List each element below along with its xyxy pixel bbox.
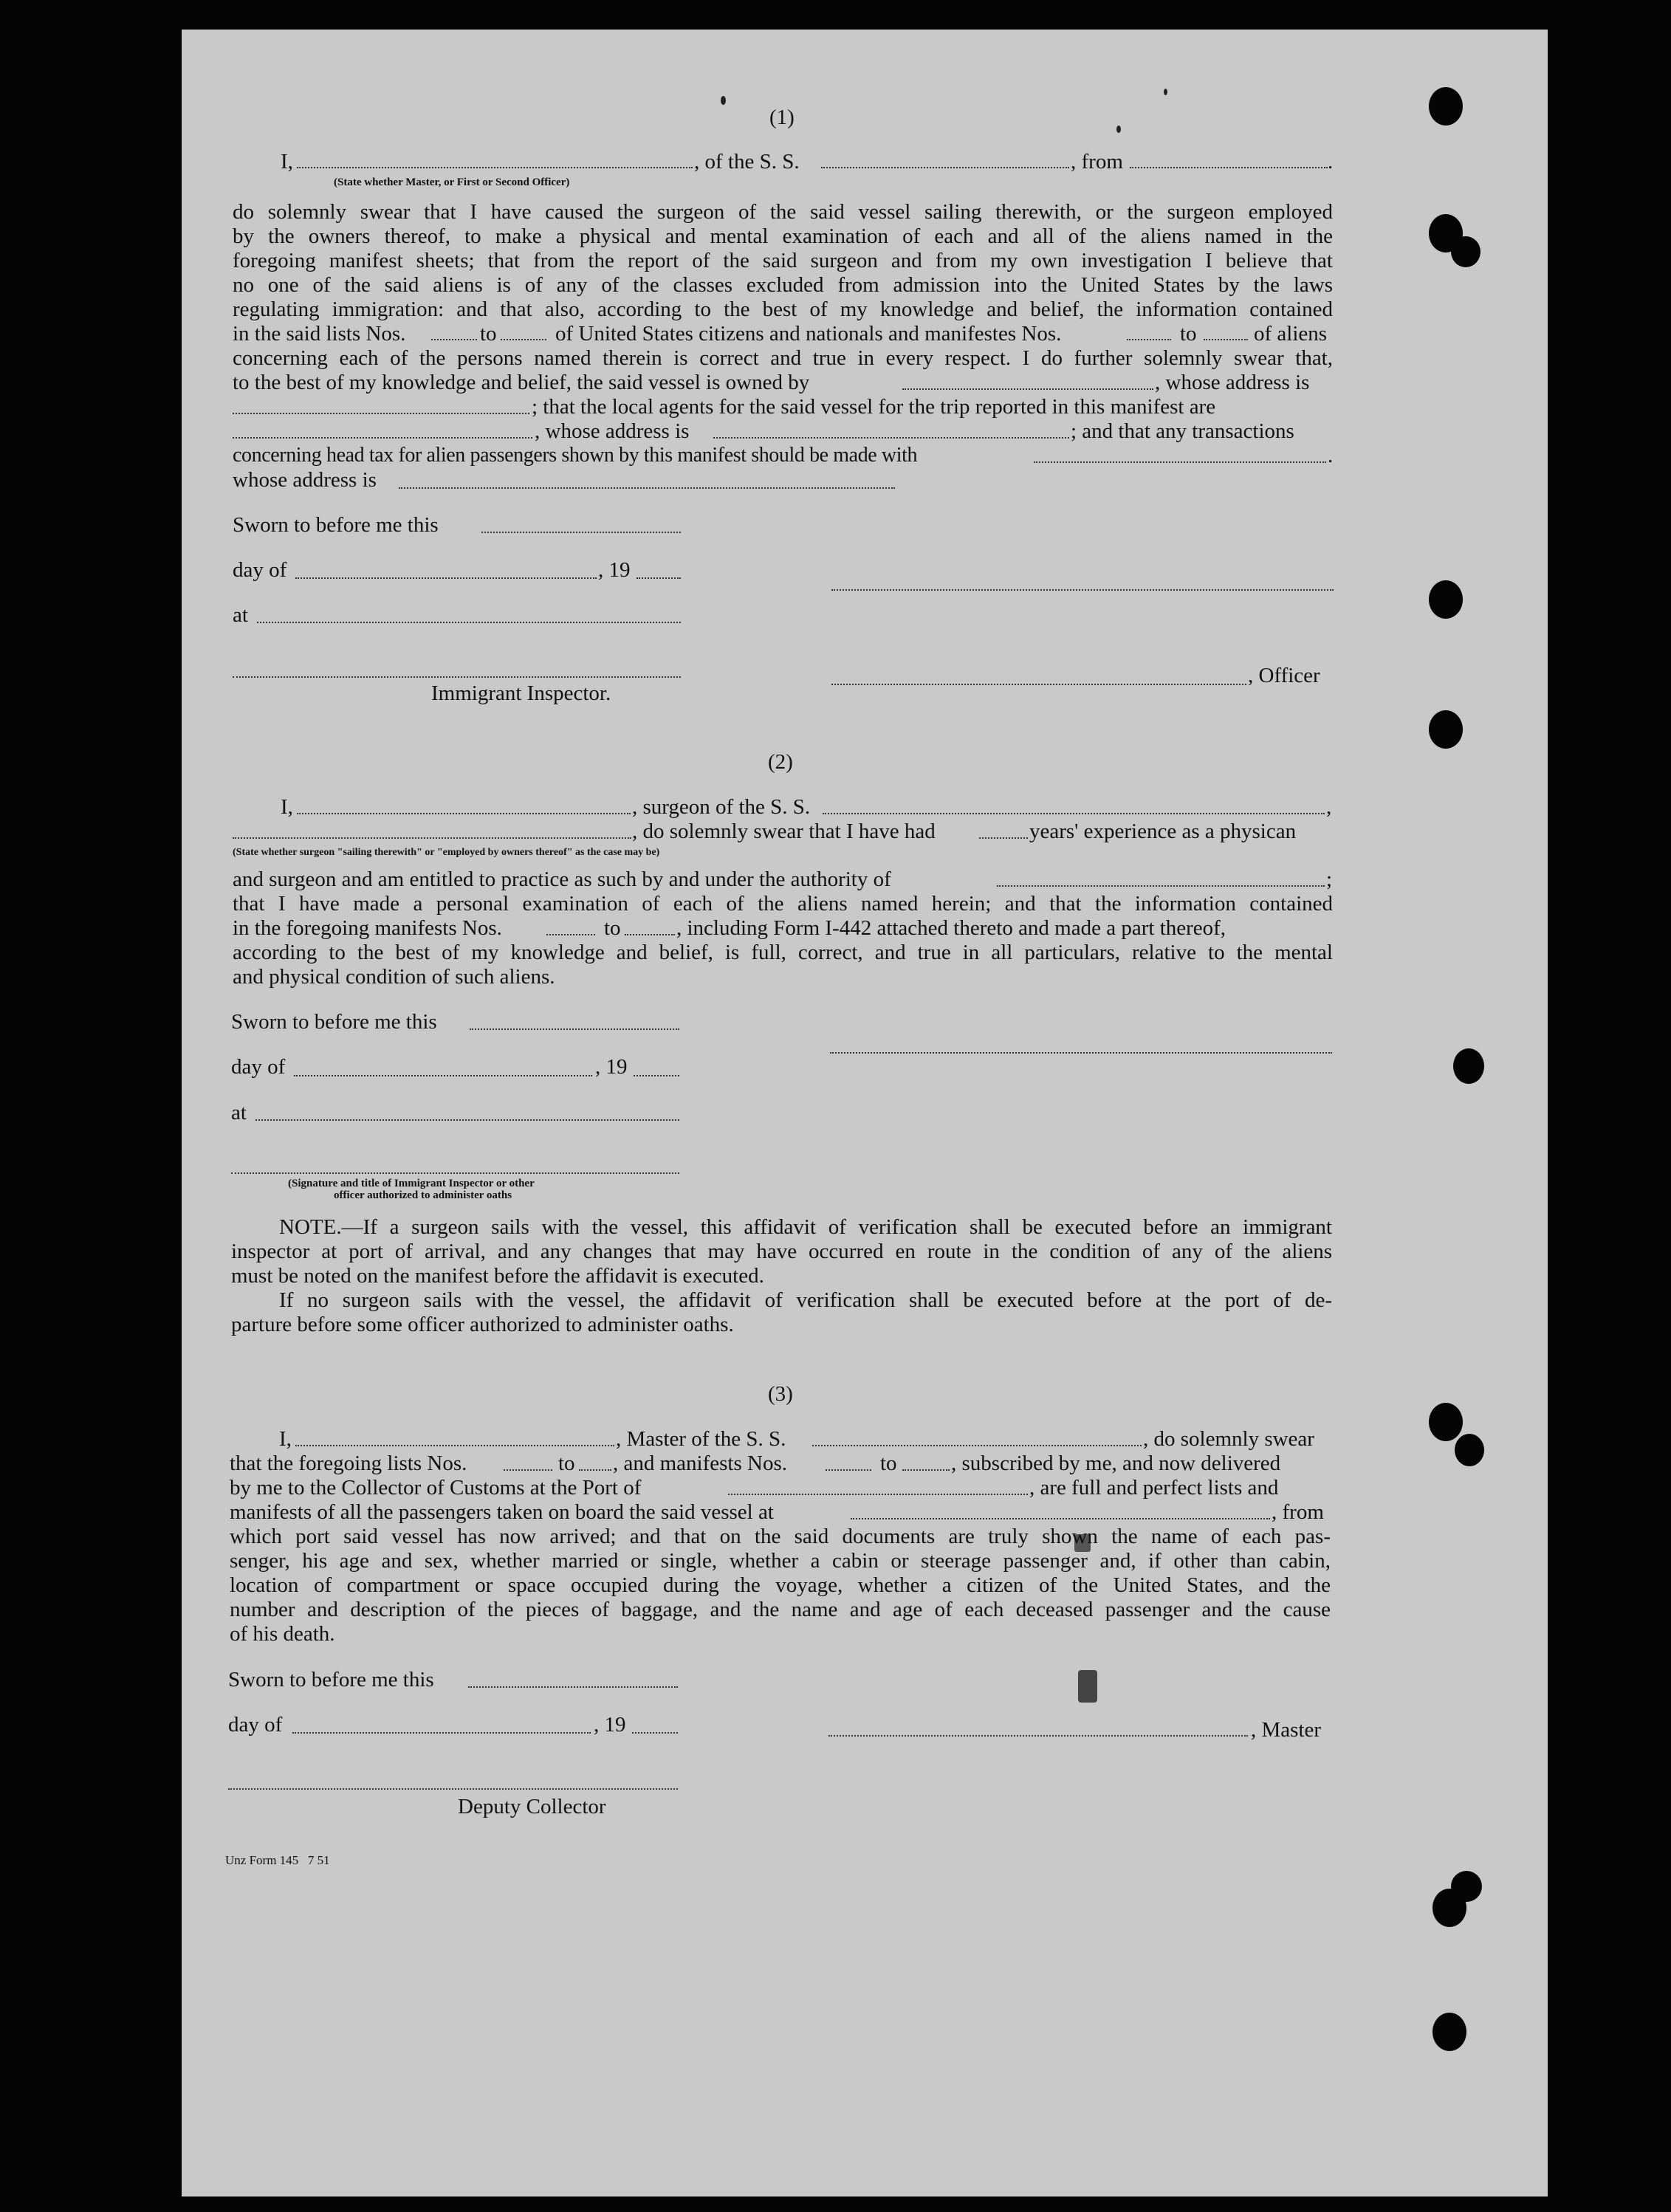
s3-manifests-to-blank (902, 1469, 950, 1471)
s3-lists-to-blank (579, 1469, 611, 1471)
s2-employment-blank (233, 837, 631, 839)
s3-line-1c: , and manifests Nos. (613, 1452, 787, 1475)
s2-dayof: day of (231, 1055, 286, 1079)
s2-surgeon-blank (297, 813, 631, 814)
s3-line-1b: to (558, 1452, 575, 1475)
section-2-number: (2) (768, 750, 793, 774)
s3-line-2a: by me to the Collector of Customs at the Port of (230, 1476, 642, 1500)
s3-sworn: Sworn to before me this (228, 1668, 434, 1691)
s1-inspector-sig-blank (233, 676, 681, 678)
s1-owner-address-blank (233, 413, 529, 414)
punch-hole (1429, 1403, 1463, 1441)
s1-officer-note: (State whether Master, or First or Second Officer) (334, 176, 570, 188)
s2-swear-a: , do solemnly swear that I have had (632, 820, 936, 843)
s3-line-5: senger, his age and sex, whether married or single, whether a cabin or steerage passenger and, if other than cabin, (230, 1549, 1331, 1573)
s3-port-blank (728, 1494, 1028, 1495)
s3-master-blank (295, 1445, 614, 1446)
punch-hole (1432, 2013, 1466, 2051)
s3-line-1d: to (880, 1452, 897, 1475)
s1-period: . (1328, 150, 1334, 174)
s3-manifests-from-blank (826, 1469, 871, 1471)
s3-line-1a: that the foregoing lists Nos. (230, 1452, 467, 1475)
s3-year: , 19 (594, 1713, 626, 1737)
s2-line-2: that I have made a personal examination of each of the aliens named herein; and that the information contained (233, 892, 1333, 916)
s1-dayof-blank (295, 577, 597, 579)
s2-line-1-end: ; (1326, 868, 1333, 891)
s2-dayof-blank (294, 1075, 592, 1076)
punch-hole (1451, 236, 1480, 267)
s2-sworn-blank (470, 1028, 679, 1030)
s2-surgeon-sig-blank (830, 1052, 1332, 1054)
s1-from: , from (1071, 150, 1123, 174)
punch-hole (1453, 1048, 1484, 1084)
section-3-number: (3) (768, 1382, 793, 1406)
s2-years-blank (979, 837, 1028, 839)
s2-at-blank (255, 1119, 679, 1121)
s1-sworn-blank (481, 532, 681, 533)
s3-year-blank (632, 1732, 678, 1734)
section-1-number: (1) (769, 106, 795, 129)
punch-hole (1429, 710, 1463, 749)
s1-line-6b: to (480, 322, 497, 346)
ink-speck (721, 96, 726, 105)
punch-hole (1429, 580, 1463, 619)
s3-master-of: , Master of the S. S. (616, 1427, 786, 1451)
s1-line-12: whose address is (233, 468, 377, 492)
s2-year-blank (634, 1075, 679, 1076)
s2-manifests-from-blank (546, 934, 595, 935)
s1-ship-blank (821, 167, 1069, 168)
s2-line-3c: , including Form I-442 attached thereto and made a part thereof, (676, 916, 1226, 940)
s1-manifests-to-blank (1204, 339, 1248, 340)
s1-i: I, (281, 150, 293, 174)
s3-line-3a: manifests of all the passengers taken on board the said vessel at (230, 1500, 774, 1524)
s1-owner-blank (902, 388, 1153, 390)
s1-line-10a: , whose address is (535, 419, 690, 443)
s2-authority-blank (997, 885, 1325, 887)
s3-line-4: which port said vessel has now arrived; and that on the said documents are truly shown the name of each pas- (230, 1525, 1331, 1548)
s3-dayof: day of (228, 1713, 283, 1737)
s1-manifests-from-blank (1127, 339, 1171, 340)
s3-master-sig-blank (828, 1735, 1248, 1737)
s1-of-ss: , of the S. S. (694, 150, 800, 174)
s1-agents-blank (233, 437, 532, 439)
s1-line-6e: of aliens (1254, 322, 1328, 346)
s1-headtax-address-blank (399, 487, 895, 489)
ink-speck (1116, 126, 1121, 133)
s2-sworn: Sworn to before me this (231, 1010, 437, 1034)
s1-lists-from-blank (431, 339, 477, 340)
s3-deputy-sig-blank (228, 1788, 678, 1790)
s2-surgeon-of: , surgeon of the S. S. (632, 795, 811, 819)
s1-lists-to-blank (501, 339, 546, 340)
s1-from-blank (1130, 167, 1328, 168)
s1-officer-sig-blank (831, 589, 1334, 591)
s3-ship-blank (812, 1445, 1142, 1446)
s2-officer-sig-blank (231, 1172, 679, 1174)
s3-i: I, (279, 1427, 292, 1451)
punch-hole (1429, 87, 1463, 126)
s1-officer-name-blank (831, 684, 1246, 685)
s2-sig-caption-2: officer authorized to administer oaths (334, 1189, 512, 1201)
s1-at: at (233, 603, 248, 627)
s3-lists-from-blank (504, 1469, 552, 1471)
s2-line-5: and physical condition of such aliens. (233, 965, 555, 989)
s1-line-3: foregoing manifest sheets; that from the report of the said surgeon and from my own investigation I believe that (233, 249, 1333, 272)
ink-speck (1164, 89, 1167, 95)
s3-embark-blank (851, 1518, 1270, 1519)
s3-line-1e: , subscribed by me, and now delivered (951, 1452, 1281, 1475)
s1-line-2: by the owners thereof, to make a physical and mental examination of each and all of the aliens named in the (233, 224, 1333, 248)
s2-year: , 19 (595, 1055, 628, 1079)
s1-line-6c: of United States citizens and nationals and manifestes Nos. (555, 322, 1062, 346)
form-id: Unz Form 145 7 51 (225, 1853, 330, 1867)
s1-line-8b: , whose address is (1155, 371, 1310, 394)
s2-manifests-to-blank (625, 934, 675, 935)
s3-line-2b: , are full and perfect lists and (1029, 1476, 1279, 1500)
s1-inspector-label: Immigrant Inspector. (431, 681, 611, 705)
s1-line-7: concerning each of the persons named therein is correct and true in every respect. I do further solemnly swear that, (233, 346, 1333, 370)
s1-line-11-end: . (1328, 444, 1334, 467)
s3-line-3b: , from (1272, 1500, 1324, 1524)
s2-swear-b: years' experience as a physican (1029, 820, 1297, 843)
s3-line-8: of his death. (230, 1622, 335, 1646)
s1-year: , 19 (598, 558, 631, 582)
s2-sig-caption-1: (Signature and title of Immigrant Inspector or other (288, 1178, 535, 1189)
s3-sworn-blank (468, 1686, 678, 1688)
note-line-1: NOTE.—If a surgeon sails with the vessel, this affidavit of verification shall be executed before an immigrant (279, 1215, 1332, 1239)
s1-line-1: do solemnly swear that I have caused the surgeon of the said vessel sailing therewith, or the surgeon employed (233, 200, 1333, 224)
s1-headtax-blank (1034, 461, 1326, 463)
s1-dayof: day of (233, 558, 287, 582)
s2-line-1: and surgeon and am entitled to practice as such by and under the authority of (233, 868, 891, 891)
s1-line-11: concerning head tax for alien passengers shown by this manifest should be made with (233, 444, 918, 467)
s1-line-10b: ; and that any transactions (1071, 419, 1294, 443)
note-line-4: If no surgeon sails with the vessel, the affidavit of verification shall be executed before at the port of de- (279, 1288, 1332, 1312)
s3-dayof-blank (292, 1732, 591, 1734)
s2-employment-note: (State whether surgeon "sailing therewith" or "employed by owners thereof" as the case may be) (233, 847, 660, 858)
note-line-3: must be noted on the manifest before the affidavit is executed. (231, 1264, 764, 1288)
ink-speck (1078, 1670, 1097, 1703)
s1-officer-label: , Officer (1248, 664, 1320, 687)
s2-ship-blank (823, 813, 1325, 814)
s1-year-blank (637, 577, 681, 579)
note-line-2: inspector at port of arrival, and any changes that may have occurred en route in the condition of any of the aliens (231, 1240, 1332, 1263)
s1-sworn: Sworn to before me this (233, 513, 439, 537)
s2-line-3a: in the foregoing manifests Nos. (233, 916, 502, 940)
punch-hole (1432, 1889, 1466, 1927)
s3-line-6: location of compartment or space occupied during the voyage, whether a citizen of the United States, and the (230, 1573, 1331, 1597)
s2-comma: , (1326, 795, 1332, 819)
s1-line-4: no one of the said aliens is of any of the classes excluded from admission into the United States by the laws (233, 273, 1333, 297)
s1-line-9: ; that the local agents for the said vessel for the trip reported in this manifest are (532, 395, 1216, 419)
punch-hole (1455, 1434, 1484, 1466)
s1-line-5: regulating immigration: and that also, according to the best of my knowledge and belief, the information contained (233, 298, 1333, 321)
s3-deputy-label: Deputy Collector (458, 1795, 606, 1818)
s2-at: at (231, 1101, 247, 1124)
s2-i: I, (281, 795, 293, 819)
s1-line-6d: to (1180, 322, 1197, 346)
s2-line-3b: to (604, 916, 621, 940)
s3-swear: , do solemnly swear (1143, 1427, 1314, 1451)
s1-line-6a: in the said lists Nos. (233, 322, 406, 346)
s1-line-8a: to the best of my knowledge and belief, the said vessel is owned by (233, 371, 810, 394)
s3-line-7: number and description of the pieces of baggage, and the name and age of each deceased passenger and the cause (230, 1598, 1331, 1621)
s1-officer-blank (297, 167, 693, 168)
s1-agents-address-blank (713, 437, 1069, 439)
s2-line-4: according to the best of my knowledge and belief, is full, correct, and true in all particulars, relative to the mental (233, 941, 1333, 964)
note-line-5: parture before some officer authorized to administer oaths. (231, 1313, 734, 1336)
s1-at-blank (257, 622, 681, 623)
s3-master-label: , Master (1251, 1718, 1322, 1742)
